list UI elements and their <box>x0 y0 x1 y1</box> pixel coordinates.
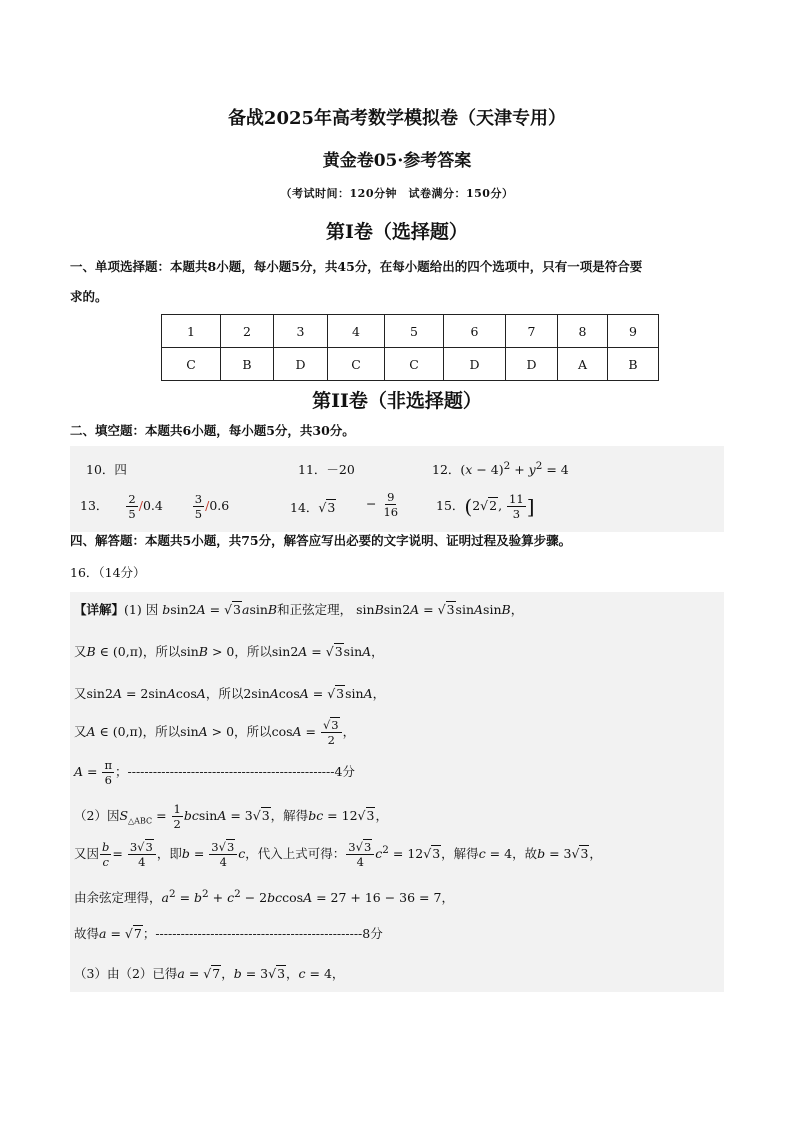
solution-line-2: 又B ∈ (0,π)，所以sinB > 0，所以sin2A = √3sinA， <box>74 644 384 659</box>
table-cell: 2 <box>221 315 274 348</box>
q16-header: 16．（14分） <box>70 565 146 580</box>
table-cell: C <box>328 348 385 381</box>
solution-line-5: A = $\frac{\pi}{6}$ ；-------------------------------------------------4分 <box>74 758 355 787</box>
q14-answer: 14．√3 <box>290 500 336 515</box>
solution-line-10: （3）由（2）已得a = √7，b = 3√3，c = 4， <box>74 966 345 981</box>
table-cell: 8 <box>558 315 608 348</box>
table-cell: 1 <box>162 315 221 348</box>
q15-answer: 15．(2√2, $\frac{11}{3}$ ] <box>436 492 535 521</box>
table-cell: 6 <box>444 315 506 348</box>
page-subtitle: 黄金卷05·参考答案 <box>322 151 472 171</box>
table-cell: C <box>162 348 221 381</box>
table-cell: A <box>558 348 608 381</box>
part2-heading: 第II卷（非选择题） <box>312 390 482 412</box>
solve-instructions: 四、解答题：本题共5小题，共75分，解答应写出必要的文字说明、证明过程及验算步骤。 <box>70 533 572 548</box>
table-cell: 4 <box>328 315 385 348</box>
solution-line-7: 又因 $\frac{b}{c}$ = $\frac{3√3}{4}$ ，即b = $\frac{3√3}{4}$ c，代入上式可得： $\frac{3√3}{4}$ $c^2 = 12√3$，解得c = 4，故b = 3√3， <box>74 840 602 869</box>
choice-answer-table <box>161 314 659 381</box>
solution-line-8: 由余弦定理得，$a^2 = b^2 + c^2 - 2bccosA = 27 + 16 - 36 = 7$， <box>74 888 454 906</box>
table-cell: B <box>221 348 274 381</box>
page-title: 备战2025年高考数学模拟卷（天津专用） <box>227 108 567 129</box>
solution-line-4: 又A ∈ (0,π)，所以sinA > 0，所以cosA = $\frac{√3}{2}$ ， <box>74 718 356 747</box>
table-cell: B <box>608 348 659 381</box>
q12-answer: 12．$(x - 4)^2 + y^2 = 4$ <box>432 460 569 478</box>
table-row-answers <box>162 348 659 381</box>
solution-line-6: （2）因$S_{\triangle ABC}$ = $\frac{1}{2}$ bcsinA = 3√3，解得bc = 12√3， <box>74 802 388 831</box>
part1-heading: 第I卷（选择题） <box>326 221 468 243</box>
solution-line-3: 又sin2A = 2sinAcosA，所以2sinAcosA = √3sinA， <box>74 686 386 701</box>
fill-instructions: 二、填空题：本题共6小题，每小题5分，共30分。 <box>70 423 355 438</box>
exam-info: （考试时间：120分钟 试卷满分：150分） <box>280 187 514 200</box>
q14-answer-2: − $\frac{9}{16}$ <box>366 490 399 519</box>
table-cell: 7 <box>506 315 558 348</box>
q13-answer: 13． $\frac{2}{5}$ /0.4 $\frac{3}{5}$ /0.6 <box>80 492 230 521</box>
q16-solution <box>70 592 724 992</box>
table-row-numbers <box>162 315 659 348</box>
solution-line-1: 【详解】(1) 因 bsin2A = √3asinB和正弦定理， sinBsin2A = √3sinAsinB， <box>74 602 524 617</box>
table-cell: D <box>274 348 328 381</box>
table-cell: D <box>506 348 558 381</box>
q10-answer: 10．四 <box>86 462 127 477</box>
table-cell: C <box>385 348 444 381</box>
part1-instructions-line1: 一、单项选择题：本题共8小题，每小题5分，共45分，在每小题给出的四个选项中，只有一项是符合要 <box>70 259 643 274</box>
table-cell: 5 <box>385 315 444 348</box>
q11-answer: 11．－20 <box>298 462 355 477</box>
table-cell: 3 <box>274 315 328 348</box>
fill-answers-box <box>70 446 724 532</box>
table-cell: D <box>444 348 506 381</box>
part1-instructions-line2: 求的。 <box>70 289 108 304</box>
table-cell: 9 <box>608 315 659 348</box>
solution-line-9: 故得a = √7；-------------------------------------------------8分 <box>74 926 383 941</box>
